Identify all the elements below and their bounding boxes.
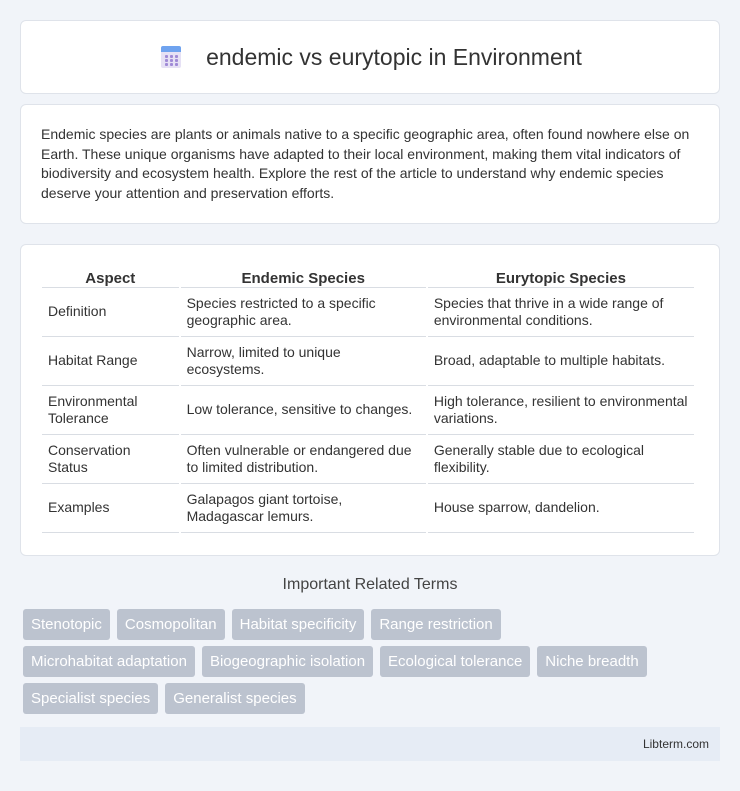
tag-cosmopolitan[interactable]: Cosmopolitan xyxy=(117,609,225,640)
tag-niche-breadth[interactable]: Niche breadth xyxy=(537,646,646,677)
cell-endemic: Low tolerance, sensitive to changes. xyxy=(181,386,426,435)
cell-aspect: Examples xyxy=(42,484,179,533)
cell-endemic: Narrow, limited to unique ecosystems. xyxy=(181,337,426,386)
intro-card xyxy=(20,104,720,224)
cell-eurytopic: Generally stable due to ecological flexibility. xyxy=(428,435,694,484)
tag-range-restriction[interactable]: Range restriction xyxy=(371,609,500,640)
tag-biogeographic-isolation[interactable]: Biogeographic isolation xyxy=(202,646,373,677)
related-terms-tags xyxy=(23,609,723,720)
cell-aspect: Habitat Range xyxy=(42,337,179,386)
tag-habitat-specificity[interactable]: Habitat specificity xyxy=(232,609,365,640)
cell-endemic: Species restricted to a specific geographic area. xyxy=(181,288,426,337)
table-row xyxy=(42,435,694,484)
tag-stenotopic[interactable]: Stenotopic xyxy=(23,609,110,640)
table-row xyxy=(42,484,694,533)
header-endemic: Endemic Species xyxy=(181,266,426,288)
comparison-table-card xyxy=(20,244,720,556)
cell-eurytopic: Species that thrive in a wide range of environmental conditions. xyxy=(428,288,694,337)
page-title: endemic vs eurytopic in Environment xyxy=(206,43,582,70)
cell-endemic: Often vulnerable or endangered due to limited distribution. xyxy=(181,435,426,484)
table-row xyxy=(42,337,694,386)
header-eurytopic: Eurytopic Species xyxy=(428,266,694,288)
footer xyxy=(20,727,720,761)
intro-paragraph: Endemic species are plants or animals native to a specific geographic area, often found nowhere else on Earth. These unique organisms have adapted to their local environment, making them vital indicators of biodiversity and ecosystem health. Explore the rest of the article to understand why endemic species deserve your attention and preservation efforts. xyxy=(41,126,690,201)
cell-aspect: Conservation Status xyxy=(42,435,179,484)
calendar-grid-icon xyxy=(158,44,184,70)
comparison-table xyxy=(40,266,696,533)
tag-generalist-species[interactable]: Generalist species xyxy=(165,683,304,714)
cell-eurytopic: Broad, adaptable to multiple habitats. xyxy=(428,337,694,386)
cell-eurytopic: House sparrow, dandelion. xyxy=(428,484,694,533)
cell-endemic: Galapagos giant tortoise, Madagascar lemurs. xyxy=(181,484,426,533)
tag-ecological-tolerance[interactable]: Ecological tolerance xyxy=(380,646,530,677)
table-row xyxy=(42,288,694,337)
related-terms-title: Important Related Terms xyxy=(282,576,458,593)
header-aspect: Aspect xyxy=(42,266,179,288)
cell-aspect: Definition xyxy=(42,288,179,337)
tag-microhabitat-adaptation[interactable]: Microhabitat adaptation xyxy=(23,646,195,677)
header-card xyxy=(20,20,720,94)
cell-aspect: Environmental Tolerance xyxy=(42,386,179,435)
cell-eurytopic: High tolerance, resilient to environmental variations. xyxy=(428,386,694,435)
footer-site-link[interactable]: Libterm.com xyxy=(642,737,709,751)
table-row xyxy=(42,386,694,435)
tag-specialist-species[interactable]: Specialist species xyxy=(23,683,158,714)
table-header-row xyxy=(42,266,694,288)
